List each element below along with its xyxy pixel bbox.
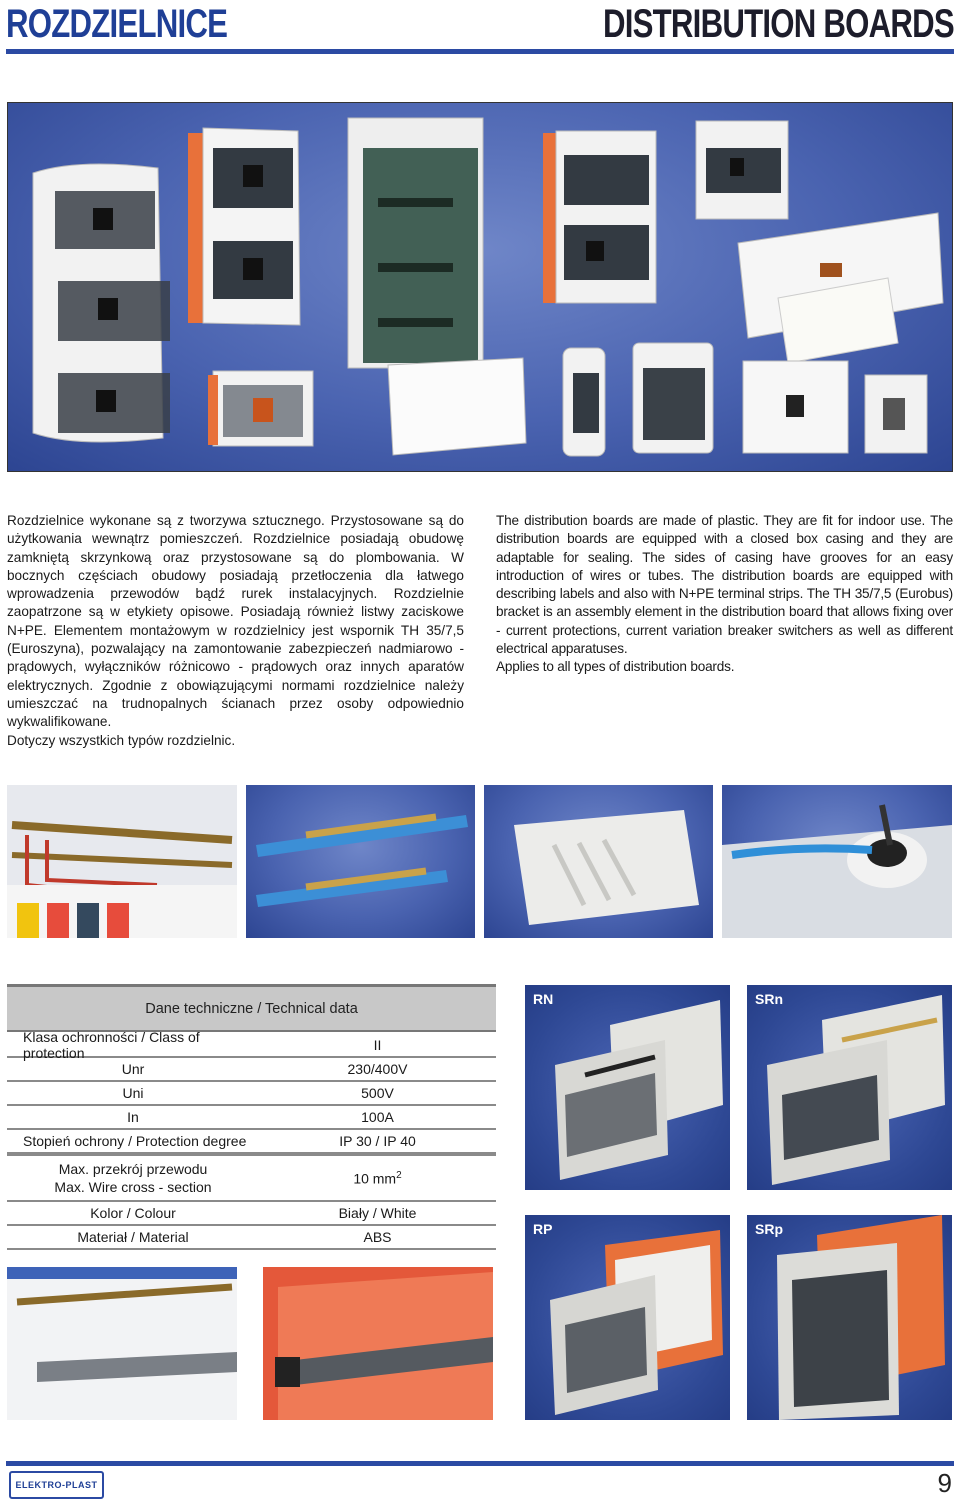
board-rn-illustration [525, 985, 730, 1190]
board-white-door [388, 358, 526, 455]
table-cell-value: ABS [363, 1229, 392, 1245]
product-label: RP [533, 1221, 553, 1237]
company-logo [9, 1471, 104, 1499]
table-cell-value: IP 30 / IP 40 [339, 1133, 416, 1149]
wiring-illustration [7, 785, 237, 938]
table-row [7, 1154, 496, 1202]
terminal-strips-illustration [246, 785, 475, 938]
header-divider [6, 49, 954, 54]
description-polish [7, 512, 464, 750]
orange-casing-illustration [263, 1267, 493, 1420]
description-english-paragraph: The distribution boards are made of plastic. They are fit for indoor use. The distribution boards are equipped with a closed box casing and they are adaptable for sealing. The sides of casing have grooves for an easy introduction of wires or tubes. The distribution boards are equipped with describing labels and also with N+PE terminal strips. The TH 35/7,5 (Eurobus) bracket is an assembly element in the distribution board that allows fixing over - current protections, current variation breaker switchers as well as different electrical apparatuses. [496, 513, 953, 657]
table-cell-key: Uni [122, 1085, 144, 1101]
product-panel-srn [747, 985, 952, 1190]
hero-product-photo [7, 102, 953, 472]
board-2-row-orange [188, 128, 300, 325]
footer-divider [6, 1461, 954, 1466]
board-2-row-orange-right [543, 131, 656, 303]
board-srp-illustration [747, 1215, 952, 1420]
technical-data-table [7, 984, 496, 1250]
table-row [7, 1226, 496, 1250]
table-cell-value: 230/400V [347, 1061, 408, 1077]
company-logo-text: ELEKTRO-PLAST [15, 1480, 98, 1490]
detail-photo-knockouts [484, 785, 713, 938]
table-cell-key: Unr [121, 1061, 145, 1077]
table-cell-value-sup: 2 [396, 1169, 402, 1181]
table-cell-key: In [127, 1109, 139, 1125]
distribution-boards-illustration [8, 103, 953, 472]
table-cell-key: Materiał / Material [77, 1229, 189, 1245]
description-english-applies: Applies to all types of distribution boards. [496, 659, 735, 675]
table-cell-value: Biały / White [338, 1205, 417, 1221]
page-number: 9 [937, 1468, 952, 1498]
description-english [496, 512, 953, 677]
knockouts-illustration [484, 785, 713, 938]
board-3-row [33, 164, 170, 442]
detail-photo-terminal-strips [246, 785, 475, 938]
technical-data-title: Dane techniczne / Technical data [7, 984, 496, 1032]
board-surface-boxes [743, 361, 927, 453]
product-label: SRn [755, 991, 783, 1007]
table-cell-key-line2: Max. Wire cross - section [54, 1179, 212, 1195]
board-srn-illustration [747, 985, 952, 1190]
product-label: RN [533, 991, 554, 1007]
open-board-illustration [7, 1267, 237, 1420]
page-title-polish: ROZDZIELNICE [6, 2, 228, 46]
detail-photo-open-board [7, 1267, 237, 1420]
board-small-top [696, 121, 788, 219]
page-title-english: DISTRIBUTION BOARDS [603, 2, 954, 46]
board-tall-smoked [348, 118, 483, 368]
table-cell-key-line1: Max. przekrój przewodu [58, 1161, 208, 1177]
board-mini-2 [633, 343, 713, 453]
product-panel-srp [747, 1215, 952, 1420]
board-flush-open [738, 213, 943, 363]
detail-photo-wiring [7, 785, 237, 938]
description-polish-applies: Dotyczy wszystkich typów rozdzielnic. [7, 732, 236, 748]
table-row [7, 1058, 496, 1082]
table-cell-value-text: 10 mm [353, 1170, 397, 1187]
table-cell-key: Stopień ochrony / Protection degree [23, 1133, 247, 1149]
table-cell-value: 100A [361, 1109, 394, 1125]
board-small-orange [208, 371, 313, 446]
cable-gland-illustration [722, 785, 952, 938]
product-panel-rn [525, 985, 730, 1190]
table-cell-key: Kolor / Colour [90, 1205, 176, 1221]
table-cell-key: Klasa ochronności / Class of protection [23, 1029, 200, 1061]
board-mini-1 [563, 348, 605, 456]
table-row [7, 1029, 496, 1061]
table-row [7, 1202, 496, 1226]
table-cell-value: 500V [361, 1085, 394, 1101]
detail-photo-cable-gland [722, 785, 952, 938]
table-row [7, 1130, 496, 1154]
table-cell-key [7, 1160, 259, 1196]
product-panel-rp [525, 1215, 730, 1420]
table-row [7, 1082, 496, 1106]
table-cell-value: II [373, 1037, 382, 1053]
board-rp-illustration [525, 1215, 730, 1420]
description-polish-paragraph: Rozdzielnice wykonane są z tworzywa sztucznego. Przystosowane są do użytkowania wewnątrz pomieszczeń. Rozdzielnice posiadają obudowę zamkniętą skrzynkową oraz przystosowane są do plombowania. W bocznych częściach obudowy posiadają przetłoczenia dla łatwego wprowadzenia przewodów bądź rurek instalacyjnych. Rozdzielnie zaopatrzone są w etykiety opisowe. Posiadają również listwy zaciskowe N+PE. Elementem montażowym w rozdzielnicy jest wspornik TH 35/7,5 (Euroszyna), pozwalający na zamontowanie zabezpieczeń nadmiarowo - prądowych, wyłączników różnicowo - prądowych oraz innych aparatów elektrycznych. Zgodnie z obowiązującymi normami rozdzielnice należy umieszczać na trudnopalnych ścianach przez osoby odpowiednio wykwalifikowane. [7, 513, 464, 730]
table-cell-value [259, 1170, 496, 1187]
table-row [7, 1106, 496, 1130]
product-label: SRp [755, 1221, 783, 1237]
detail-photo-orange-casing [263, 1267, 493, 1420]
